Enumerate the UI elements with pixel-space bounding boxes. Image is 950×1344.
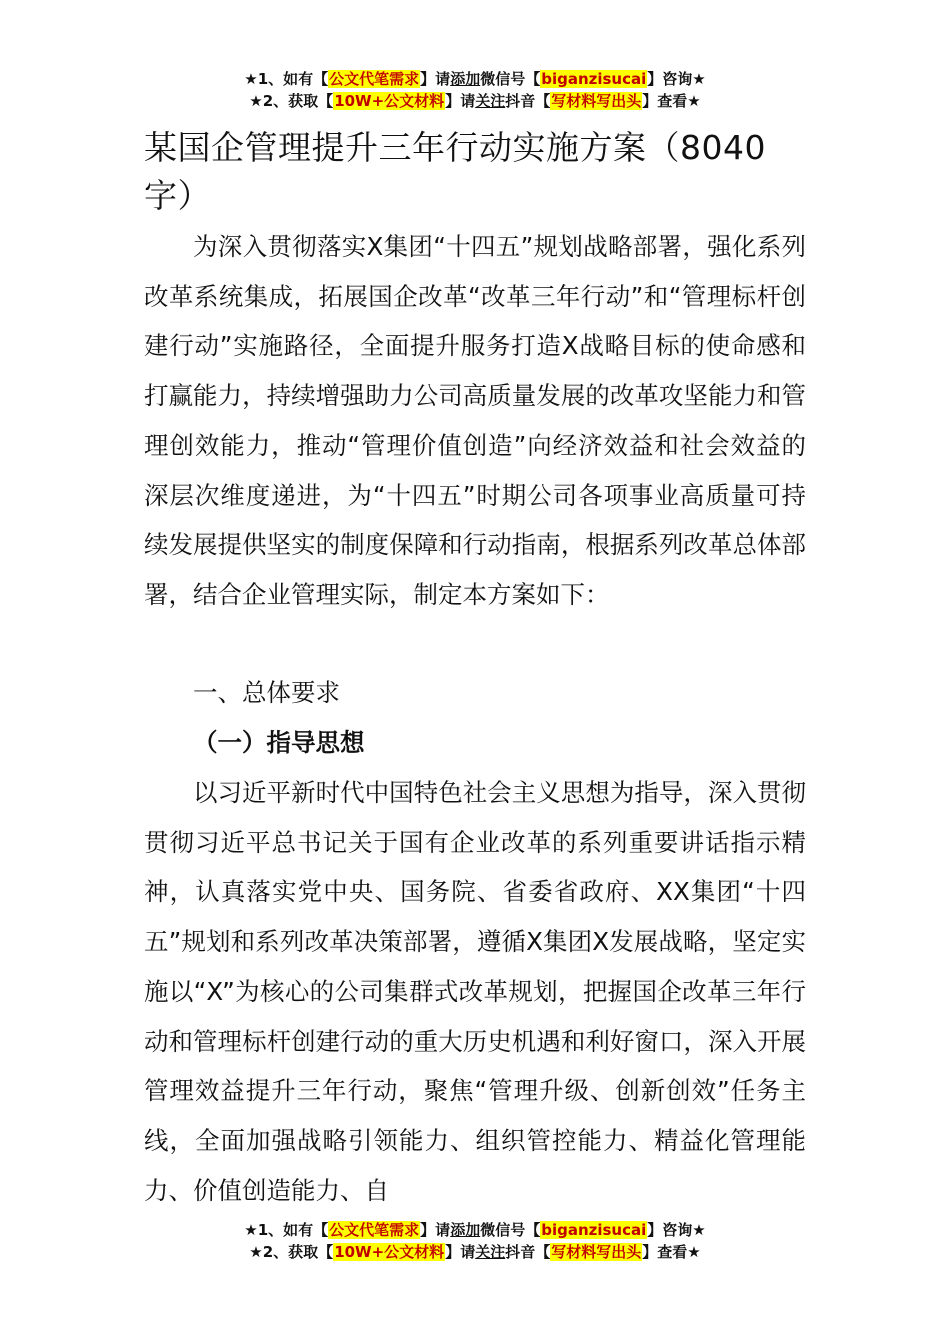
paragraph-guiding-ideology: 以习近平新时代中国特色社会主义思想为指导，深入贯彻贯彻习近平总书记关于国有企业改革的系列重要讲话指示精神，认真落实党中央、国务院、省委省政府、XX集团“十四五”规划和系列改革决策部署，遵循X集团X发展战略，坚定实施以“X”为核心的公司集群式改革规划，把握国企改革三年行动和管理标杆创建行动的重大历史机遇和利好窗口，深入开展管理效益提升三年行动，聚焦“管理升级、创新创效”任务主线，全面加强战略引领能力、组织管控能力、精益化管理能力、价值创造能力、自 xyxy=(144,778,806,1205)
promo-line-2: ★2、获取【10W+公文材料】请关注抖音【写材料写出头】查看★ xyxy=(249,92,701,110)
highlight-writing-service: 公文代笔需求 xyxy=(329,70,420,88)
highlight-douyin-account: 写材料写出头 xyxy=(551,92,642,110)
section-heading-general-requirements: 一、总体要求 xyxy=(193,678,340,707)
promo-line-1: ★1、如有【公文代笔需求】请添加微信号【biganzisucai】咨询★ xyxy=(244,1221,706,1239)
highlight-douyin-account: 写材料写出头 xyxy=(551,1243,642,1261)
promo-banner-top xyxy=(0,68,950,112)
promo-line-2: ★2、获取【10W+公文材料】请关注抖音【写材料写出头】查看★ xyxy=(249,1243,701,1261)
highlight-materials: 10W+公文材料 xyxy=(334,1243,445,1261)
highlight-writing-service: 公文代笔需求 xyxy=(329,1221,420,1239)
promo-banner-bottom xyxy=(0,1219,950,1263)
promo-line-1: ★1、如有【公文代笔需求】请添加微信号【biganzisucai】咨询★ xyxy=(244,70,706,88)
subsection-heading-guiding-ideology: （一）指导思想 xyxy=(193,728,365,757)
paragraph-intro: 为深入贯彻落实X集团“十四五”规划战略部署，强化系列改革系统集成，拓展国企改革“改革三年行动”和“管理标杆创建行动”实施路径，全面提升服务打造X战略目标的使命感和打赢能力，持续增强助力公司高质量发展的改革攻坚能力和管理创效能力，推动“管理价值创造”向经济效益和社会效益的深层次维度递进，为“十四五”时期公司各项事业高质量可持续发展提供坚实的制度保障和行动指南，根据系列改革总体部署，结合企业管理实际，制定本方案如下： xyxy=(144,232,806,609)
highlight-wechat-id: biganzisucai xyxy=(541,1221,647,1239)
highlight-wechat-id: biganzisucai xyxy=(541,70,647,88)
document-title: 某国企管理提升三年行动实施方案（8040字） xyxy=(144,128,766,215)
highlight-materials: 10W+公文材料 xyxy=(334,92,445,110)
